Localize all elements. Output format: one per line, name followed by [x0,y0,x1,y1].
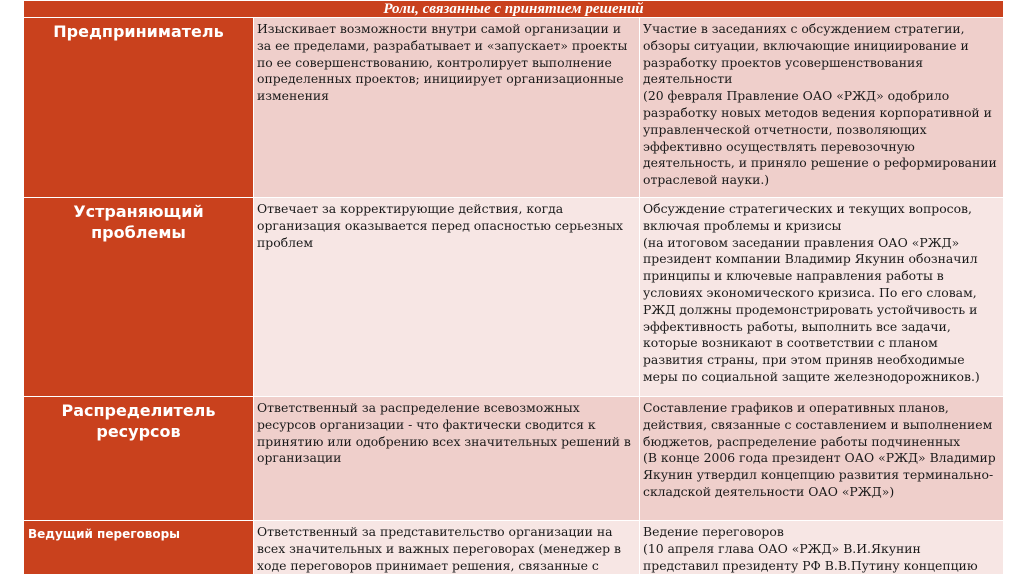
activity-cell: Ведение переговоров (10 апреля глава ОАО «РЖД» В.И.Якунин представил президенту РФ В.В.Путину концепцию [640,521,1004,574]
roles-table [23,0,1004,574]
description-cell: Отвечает за корректирующие действия, когда организация оказывается перед опасностью серьезных проблем [254,198,640,397]
table-row [24,18,1004,198]
table-row [24,198,1004,397]
table-row [24,397,1004,521]
role-cell: Предприниматель [24,18,254,198]
description-cell: Ответственный за распределение всевозможных ресурсов организации - что фактически сводится к принятию или одобрению всех значительных решений в организации [254,397,640,521]
role-cell: Устраняющий проблемы [24,198,254,397]
table-title: Роли, связанные с принятием решений [24,1,1004,18]
description-cell: Ответственный за представительство организации на всех значительных и важных переговорах (менеджер в ходе переговоров принимает решения, связанные с [254,521,640,574]
activity-cell: Составление графиков и оперативных планов, действия, связанные с составлением и выполнением бюджетов, распределение работы подчиненных (В конце 2006 года президент ОАО «РЖД» Владимир Якунин утвердил концепцию развития терминально-складской деятельности ОАО «РЖД») [640,397,1004,521]
activity-cell: Участие в заседаниях с обсуждением стратегии, обзоры ситуации, включающие инициирование и разработку проектов усовершенствования деятельности (20 февраля Правление ОАО «РЖД» одобрило разработку новых методов ведения корпоративной и управленческой отчетности, позволяющих эффективно осуществлять перевозочную деятельность, и приняло решение о реформировании отраслевой науки.) [640,18,1004,198]
description-cell: Изыскивает возможности внутри самой организации и за ее пределами, разрабатывает и «запускает» проекты по ее совершенствованию, контролирует выполнение определенных проектов; инициирует организационные изменения [254,18,640,198]
role-cell: Распределитель ресурсов [24,397,254,521]
header-row [24,1,1004,18]
activity-cell: Обсуждение стратегических и текущих вопросов, включая проблемы и кризисы (на итоговом заседании правления ОАО «РЖД» президент компании Владимир Якунин обозначил принципы и ключевые направления работы в условиях экономического кризиса. По его словам, РЖД должны продемонстрировать устойчивость и эффективность работы, выполнить все задачи, которые возникают в соответствии с планом развития страны, при этом приняв необходимые меры по социальной защите железнодорожников.) [640,198,1004,397]
role-cell: Ведущий переговоры [24,521,254,574]
table-row [24,521,1004,574]
